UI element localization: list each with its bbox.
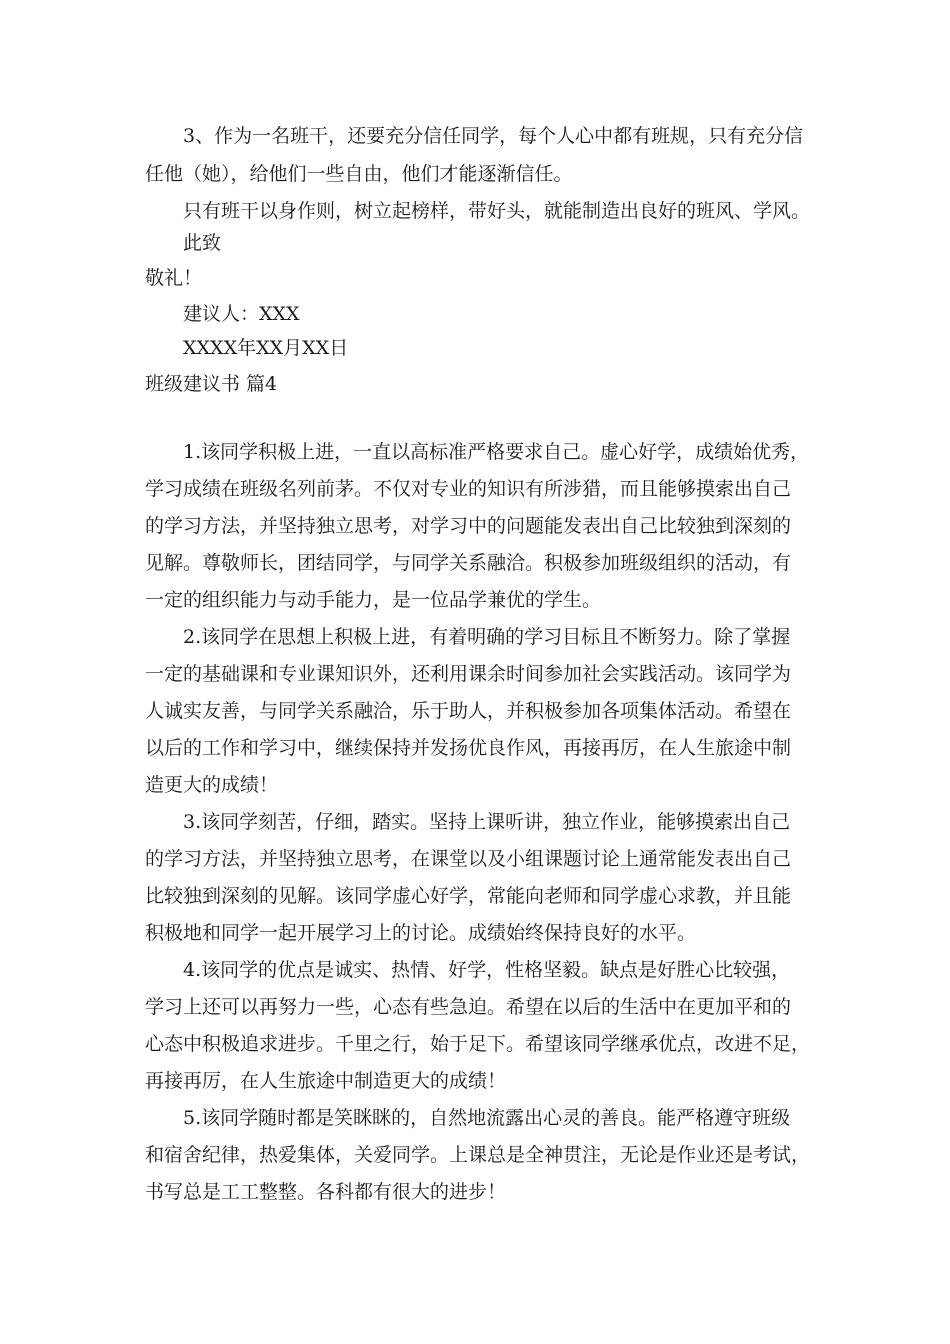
section-title: 班级建议书 篇4 [145, 373, 278, 395]
item3b-line-3: 比较独到深刻的见解。该同学虚心好学，常能向老师和同学虚心求教，并且能 [145, 885, 792, 907]
item1-line-2: 学习成绩在班级名列前茅。不仅对专业的知识有所涉猎，而且能够摸索出自己 [145, 478, 792, 500]
item5-line-1: 5.该同学随时都是笑眯眯的，自然地流露出心灵的善良。能严格遵守班级 [183, 1107, 791, 1129]
item1-line-3: 的学习方法，并坚持独立思考，对学习中的问题能发表出自己比较独到深刻的 [145, 515, 792, 537]
item3-line-2: 任他（她），给他们一些自由，他们才能逐渐信任。 [145, 163, 573, 185]
item2-line-5: 造更大的成绩！ [145, 774, 279, 796]
salute-text: 敬礼！ [145, 267, 203, 289]
proposer-text: 建议人：XXX [183, 303, 300, 325]
closing-text: 此致 [183, 232, 222, 254]
date-text: XXXX年XX月XX日 [183, 337, 349, 359]
item4-line-4: 再接再厉，在人生旅途中制造更大的成绩！ [145, 1070, 507, 1092]
item3b-line-2: 的学习方法，并坚持独立思考，在课堂以及小组课题讨论上通常能发表出自己 [145, 848, 792, 870]
item1-line-4: 见解。尊敬师长，团结同学，与同学关系融洽。积极参加班级组织的活动，有 [145, 552, 792, 574]
item5-line-2: 和宿舍纪律，热爱集体，关爱同学。上课总是全神贯注，无论是作业还是考试， [145, 1144, 811, 1166]
item4-line-2: 学习上还可以再努力一些，心态有些急迫。希望在以后的生活中在更加平和的 [145, 996, 792, 1018]
item3b-line-4: 积极地和同学一起开展学习上的讨论。成绩始终保持良好的水平。 [145, 922, 697, 944]
item2-line-3: 人诚实友善，与同学关系融洽，乐于助人，并积极参加各项集体活动。希望在 [145, 700, 792, 722]
item4-line-1: 4.该同学的优点是诚实、热情、好学，性格坚毅。缺点是好胜心比较强， [183, 959, 791, 981]
item3-line-1: 3、作为一名班干，还要充分信任同学，每个人心中都有班规，只有充分信 [183, 125, 804, 147]
item1-line-5: 一定的组织能力与动手能力，是一位品学兼优的学生。 [145, 589, 602, 611]
item4-line-3: 心态中积极追求进步。千里之行，始于足下。希望该同学继承优点，改进不足， [145, 1033, 811, 1055]
item2-line-1: 2.该同学在思想上积极上进，有着明确的学习目标且不断努力。除了掌握 [183, 626, 791, 648]
item2-line-2: 一定的基础课和专业课知识外，还利用课余时间参加社会实践活动。该同学为 [145, 663, 792, 685]
item1-line-1: 1.该同学积极上进，一直以高标准严格要求自己。虚心好学，成绩始优秀， [183, 441, 810, 463]
item3b-line-1: 3.该同学刻苦，仔细，踏实。坚持上课听讲，独立作业，能够摸索出自己 [183, 811, 791, 833]
item5-line-3: 书写总是工工整整。各科都有很大的进步！ [145, 1181, 507, 1203]
item2-line-4: 以后的工作和学习中，继续保持并发扬优良作风，再接再厉，在人生旅途中制 [145, 737, 792, 759]
summary-text: 只有班干以身作则，树立起榜样，带好头，就能制造出良好的班风、学风。 [183, 200, 811, 222]
